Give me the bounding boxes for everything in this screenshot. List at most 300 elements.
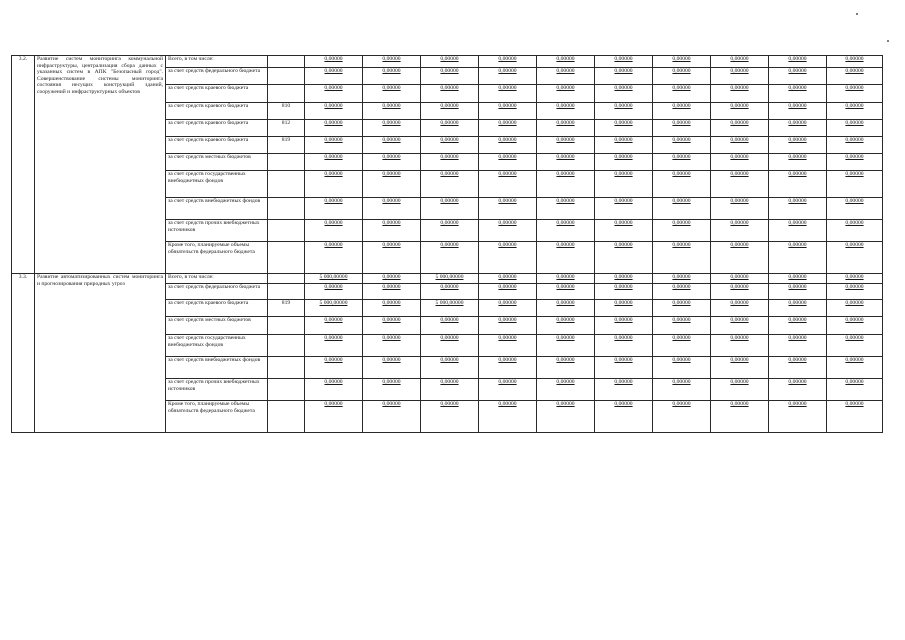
amount-value: 0,00000 <box>788 171 807 177</box>
amount-cell <box>595 171 653 198</box>
amount-value: 0,00000 <box>440 171 459 177</box>
amount-value: 0,00000 <box>556 357 575 363</box>
budget-code <box>268 401 305 433</box>
amount-value: 0,00000 <box>730 379 749 385</box>
amount-value: 0,00000 <box>382 317 401 323</box>
amount-value: 0,00000 <box>440 317 459 323</box>
amount-value: 0,00000 <box>498 56 517 62</box>
amount-cell <box>421 85 479 103</box>
amount-value: 0,00000 <box>614 85 633 91</box>
amount-cell <box>595 300 653 317</box>
amount-value: 0,00000 <box>556 171 575 177</box>
amount-value: 0,00000 <box>730 274 749 280</box>
amount-cell <box>827 120 883 137</box>
amount-value: 0,00000 <box>324 242 343 248</box>
amount-value: 0,00000 <box>324 284 343 290</box>
amount-value: 0,00000 <box>382 284 401 290</box>
amount-cell <box>363 171 421 198</box>
amount-cell <box>595 379 653 401</box>
amount-value: 0,00000 <box>845 335 864 341</box>
amount-value: 0,00000 <box>614 68 633 74</box>
amount-value: 0,00000 <box>672 103 691 109</box>
amount-value: 0,00000 <box>614 56 633 62</box>
amount-cell <box>769 85 827 103</box>
amount-cell <box>363 56 421 68</box>
amount-value: 0,00000 <box>382 56 401 62</box>
amount-value: 0,00000 <box>440 401 459 407</box>
amount-value: 0,00000 <box>556 274 575 280</box>
amount-cell <box>537 274 595 284</box>
amount-cell <box>769 137 827 154</box>
amount-value: 0,00000 <box>788 120 807 126</box>
amount-value: 5 000,00000 <box>319 274 348 280</box>
funding-source: Кроме того, планируемые объемы обязательств федерального бюджета <box>166 401 268 433</box>
amount-value: 0,00000 <box>324 317 343 323</box>
amount-cell <box>711 379 769 401</box>
amount-value: 0,00000 <box>556 317 575 323</box>
amount-cell <box>479 103 537 120</box>
amount-value: 0,00000 <box>730 198 749 204</box>
amount-cell <box>363 401 421 433</box>
amount-cell <box>537 56 595 68</box>
amount-cell <box>537 220 595 242</box>
amount-cell <box>479 56 537 68</box>
amount-cell <box>537 103 595 120</box>
amount-cell <box>537 68 595 85</box>
budget-code <box>268 85 305 103</box>
amount-cell <box>421 335 479 357</box>
budget-code: 812 <box>268 120 305 137</box>
amount-cell <box>537 120 595 137</box>
amount-cell <box>421 103 479 120</box>
amount-value: 0,00000 <box>788 274 807 280</box>
amount-cell <box>711 335 769 357</box>
funding-source: за счет средств местных бюджетов <box>166 154 268 171</box>
amount-value: 0,00000 <box>614 284 633 290</box>
amount-value: 0,00000 <box>382 401 401 407</box>
amount-value: 0,00000 <box>845 120 864 126</box>
amount-value: 0,00000 <box>788 379 807 385</box>
amount-cell <box>305 56 363 68</box>
amount-cell <box>595 357 653 379</box>
amount-cell <box>827 103 883 120</box>
amount-value: 0,00000 <box>614 171 633 177</box>
amount-value: 0,00000 <box>845 357 864 363</box>
amount-cell <box>421 171 479 198</box>
amount-value: 0,00000 <box>788 335 807 341</box>
amount-cell <box>769 120 827 137</box>
amount-cell <box>827 220 883 242</box>
budget-code <box>268 198 305 220</box>
budget-code <box>268 317 305 335</box>
amount-cell <box>479 68 537 85</box>
amount-value: 0,00000 <box>845 220 864 226</box>
amount-value: 0,00000 <box>498 171 517 177</box>
amount-value: 0,00000 <box>672 274 691 280</box>
section-number: 3.2. <box>12 56 35 274</box>
amount-cell <box>711 171 769 198</box>
amount-value: 0,00000 <box>845 284 864 290</box>
funding-source: за счет средств внебюджетных фондов <box>166 198 268 220</box>
amount-value: 0,00000 <box>382 335 401 341</box>
amount-cell <box>653 220 711 242</box>
amount-cell <box>363 300 421 317</box>
amount-value: 0,00000 <box>845 103 864 109</box>
amount-value: 0,00000 <box>614 120 633 126</box>
amount-cell <box>711 317 769 335</box>
amount-cell <box>653 242 711 274</box>
amount-cell <box>827 401 883 433</box>
amount-cell <box>479 300 537 317</box>
amount-cell <box>827 317 883 335</box>
amount-cell <box>711 242 769 274</box>
amount-cell <box>711 68 769 85</box>
amount-cell <box>421 68 479 85</box>
budget-code <box>268 154 305 171</box>
budget-code <box>268 357 305 379</box>
amount-value: 0,00000 <box>845 401 864 407</box>
amount-value: 0,00000 <box>845 379 864 385</box>
amount-cell <box>595 154 653 171</box>
amount-value: 0,00000 <box>498 198 517 204</box>
amount-value: 0,00000 <box>672 120 691 126</box>
amount-value: 0,00000 <box>614 103 633 109</box>
amount-cell <box>363 274 421 284</box>
amount-cell <box>363 137 421 154</box>
amount-value: 0,00000 <box>440 56 459 62</box>
amount-cell <box>769 220 827 242</box>
amount-cell <box>769 171 827 198</box>
amount-cell <box>653 137 711 154</box>
amount-cell <box>537 85 595 103</box>
amount-value: 0,00000 <box>788 401 807 407</box>
amount-cell <box>363 242 421 274</box>
amount-value: 0,00000 <box>556 220 575 226</box>
amount-value: 0,00000 <box>556 137 575 143</box>
amount-value: 0,00000 <box>614 300 633 306</box>
amount-value: 0,00000 <box>498 120 517 126</box>
amount-value: 0,00000 <box>672 56 691 62</box>
amount-value: 0,00000 <box>498 274 517 280</box>
amount-value: 0,00000 <box>498 103 517 109</box>
amount-cell <box>363 103 421 120</box>
amount-cell <box>305 171 363 198</box>
amount-value: 0,00000 <box>382 220 401 226</box>
amount-value: 0,00000 <box>672 68 691 74</box>
amount-cell <box>537 317 595 335</box>
amount-cell <box>421 274 479 284</box>
amount-value: 0,00000 <box>614 220 633 226</box>
amount-value: 0,00000 <box>556 56 575 62</box>
amount-cell <box>595 56 653 68</box>
funding-source: за счет средств краевого бюджета <box>166 103 268 120</box>
funding-source: за счет средств краевого бюджета <box>166 85 268 103</box>
amount-cell <box>421 198 479 220</box>
amount-cell <box>537 198 595 220</box>
amount-value: 0,00000 <box>382 154 401 160</box>
amount-value: 0,00000 <box>440 284 459 290</box>
amount-cell <box>827 335 883 357</box>
amount-value: 0,00000 <box>672 401 691 407</box>
amount-cell <box>305 103 363 120</box>
amount-value: 5 000,00000 <box>435 274 464 280</box>
budget-code <box>268 335 305 357</box>
amount-value: 0,00000 <box>614 335 633 341</box>
amount-cell <box>769 274 827 284</box>
amount-cell <box>827 56 883 68</box>
funding-source: за счет средств внебюджетных фондов <box>166 357 268 379</box>
amount-value: 0,00000 <box>382 274 401 280</box>
amount-cell <box>769 357 827 379</box>
amount-cell <box>537 154 595 171</box>
amount-cell <box>595 317 653 335</box>
amount-cell <box>711 274 769 284</box>
amount-value: 0,00000 <box>730 171 749 177</box>
amount-cell <box>769 335 827 357</box>
amount-cell <box>479 220 537 242</box>
amount-value: 0,00000 <box>788 220 807 226</box>
budget-code <box>268 171 305 198</box>
amount-value: 0,00000 <box>845 154 864 160</box>
amount-value: 0,00000 <box>614 198 633 204</box>
amount-cell <box>305 220 363 242</box>
activity-name: Развитие систем мониторинга коммунальной инфраструктуры, централизация сбора данных с указанных систем в АПК "Безопасный город". Совершенствование системы мониторинга состояния несущих конструкций зданий, сооружений и инфраструктурных объектов <box>35 56 166 274</box>
amount-value: 0,00000 <box>730 300 749 306</box>
amount-value: 0,00000 <box>788 242 807 248</box>
amount-value: 0,00000 <box>788 317 807 323</box>
amount-cell <box>305 120 363 137</box>
amount-value: 0,00000 <box>498 317 517 323</box>
amount-cell <box>827 284 883 300</box>
amount-cell <box>595 85 653 103</box>
amount-cell <box>537 357 595 379</box>
amount-cell <box>421 137 479 154</box>
amount-cell <box>653 401 711 433</box>
amount-cell <box>769 379 827 401</box>
amount-value: 0,00000 <box>556 68 575 74</box>
amount-value: 0,00000 <box>440 198 459 204</box>
amount-cell <box>769 242 827 274</box>
amount-cell <box>305 401 363 433</box>
amount-cell <box>653 335 711 357</box>
amount-cell <box>827 242 883 274</box>
amount-cell <box>305 85 363 103</box>
budget-code: 819 <box>268 300 305 317</box>
amount-cell <box>479 242 537 274</box>
amount-value: 0,00000 <box>440 379 459 385</box>
activity-name: Развитие автоматизированных систем мониторинга и прогнозирования природных угроз <box>35 274 166 433</box>
amount-value: 0,00000 <box>382 198 401 204</box>
amount-value: 0,00000 <box>324 401 343 407</box>
amount-cell <box>363 357 421 379</box>
amount-value: 0,00000 <box>498 335 517 341</box>
amount-cell <box>363 154 421 171</box>
amount-cell <box>653 317 711 335</box>
amount-cell <box>421 284 479 300</box>
amount-cell <box>421 357 479 379</box>
budget-code: 819 <box>268 137 305 154</box>
amount-cell <box>595 103 653 120</box>
amount-cell <box>421 120 479 137</box>
amount-value: 0,00000 <box>788 357 807 363</box>
amount-cell <box>421 317 479 335</box>
amount-cell <box>769 56 827 68</box>
amount-cell <box>595 274 653 284</box>
amount-value: 0,00000 <box>672 198 691 204</box>
amount-cell <box>479 284 537 300</box>
amount-value: 0,00000 <box>382 137 401 143</box>
amount-cell <box>537 137 595 154</box>
amount-value: 0,00000 <box>324 379 343 385</box>
amount-value: 0,00000 <box>382 357 401 363</box>
budget-code <box>268 220 305 242</box>
amount-value: 0,00000 <box>788 56 807 62</box>
amount-value: 0,00000 <box>440 357 459 363</box>
funding-source: за счет средств местных бюджетов <box>166 317 268 335</box>
amount-cell <box>305 154 363 171</box>
amount-cell <box>711 284 769 300</box>
amount-value: 0,00000 <box>845 171 864 177</box>
amount-value: 0,00000 <box>788 103 807 109</box>
amount-cell <box>769 198 827 220</box>
amount-cell <box>479 171 537 198</box>
budget-code <box>268 274 305 284</box>
funding-source: за счет средств краевого бюджета <box>166 300 268 317</box>
amount-cell <box>653 85 711 103</box>
amount-value: 0,00000 <box>730 357 749 363</box>
amount-value: 0,00000 <box>382 300 401 306</box>
amount-value: 0,00000 <box>730 120 749 126</box>
amount-value: 0,00000 <box>788 198 807 204</box>
amount-value: 0,00000 <box>730 137 749 143</box>
amount-value: 0,00000 <box>730 335 749 341</box>
budget-code <box>268 68 305 85</box>
amount-value: 0,00000 <box>324 171 343 177</box>
amount-value: 0,00000 <box>672 220 691 226</box>
amount-value: 0,00000 <box>440 137 459 143</box>
funding-source: за счет средств краевого бюджета <box>166 137 268 154</box>
amount-cell <box>827 154 883 171</box>
amount-value: 0,00000 <box>672 137 691 143</box>
amount-cell <box>711 103 769 120</box>
amount-value: 0,00000 <box>440 68 459 74</box>
amount-value: 0,00000 <box>614 242 633 248</box>
amount-value: 0,00000 <box>556 335 575 341</box>
amount-value: 0,00000 <box>730 56 749 62</box>
amount-value: 0,00000 <box>672 300 691 306</box>
amount-cell <box>305 335 363 357</box>
scan-speck <box>887 40 889 42</box>
amount-value: 0,00000 <box>845 274 864 280</box>
amount-cell <box>653 171 711 198</box>
amount-cell <box>479 137 537 154</box>
amount-cell <box>827 85 883 103</box>
amount-value: 0,00000 <box>498 85 517 91</box>
amount-value: 0,00000 <box>498 401 517 407</box>
amount-value: 0,00000 <box>672 284 691 290</box>
amount-cell <box>653 357 711 379</box>
amount-value: 0,00000 <box>672 357 691 363</box>
budget-code <box>268 379 305 401</box>
amount-cell <box>711 120 769 137</box>
amount-cell <box>305 137 363 154</box>
amount-value: 0,00000 <box>672 335 691 341</box>
amount-cell <box>595 137 653 154</box>
amount-value: 0,00000 <box>324 335 343 341</box>
amount-value: 0,00000 <box>324 85 343 91</box>
amount-cell <box>479 120 537 137</box>
amount-value: 0,00000 <box>556 284 575 290</box>
amount-value: 0,00000 <box>730 85 749 91</box>
amount-value: 0,00000 <box>672 317 691 323</box>
amount-value: 0,00000 <box>672 85 691 91</box>
budget-code: 810 <box>268 103 305 120</box>
amount-cell <box>653 68 711 85</box>
amount-cell <box>827 171 883 198</box>
amount-value: 0,00000 <box>788 300 807 306</box>
amount-value: 0,00000 <box>845 56 864 62</box>
amount-cell <box>711 220 769 242</box>
amount-value: 0,00000 <box>556 242 575 248</box>
amount-cell <box>595 401 653 433</box>
amount-value: 0,00000 <box>498 242 517 248</box>
amount-cell <box>595 284 653 300</box>
amount-cell <box>711 198 769 220</box>
amount-value: 0,00000 <box>382 379 401 385</box>
amount-value: 0,00000 <box>788 154 807 160</box>
amount-value: 0,00000 <box>440 242 459 248</box>
amount-cell <box>421 56 479 68</box>
amount-cell <box>769 284 827 300</box>
amount-value: 0,00000 <box>730 317 749 323</box>
amount-cell <box>769 103 827 120</box>
funding-source: за счет средств краевого бюджета <box>166 120 268 137</box>
amount-cell <box>305 317 363 335</box>
amount-cell <box>711 56 769 68</box>
amount-cell <box>827 379 883 401</box>
amount-value: 0,00000 <box>672 171 691 177</box>
amount-cell <box>305 379 363 401</box>
funding-source: за счет средств государственных внебюджетных фондов <box>166 171 268 198</box>
amount-cell <box>537 335 595 357</box>
amount-cell <box>769 154 827 171</box>
amount-cell <box>363 198 421 220</box>
amount-value: 0,00000 <box>498 300 517 306</box>
funding-source: за счет средств государственных внебюджетных фондов <box>166 335 268 357</box>
amount-value: 0,00000 <box>845 137 864 143</box>
amount-cell <box>711 154 769 171</box>
amount-cell <box>537 284 595 300</box>
amount-value: 0,00000 <box>845 242 864 248</box>
amount-value: 0,00000 <box>556 85 575 91</box>
amount-cell <box>479 401 537 433</box>
amount-value: 0,00000 <box>498 379 517 385</box>
amount-value: 0,00000 <box>382 85 401 91</box>
amount-cell <box>769 401 827 433</box>
amount-value: 0,00000 <box>440 120 459 126</box>
amount-value: 0,00000 <box>324 220 343 226</box>
amount-cell <box>769 300 827 317</box>
amount-cell <box>711 357 769 379</box>
amount-value: 0,00000 <box>498 154 517 160</box>
amount-cell <box>363 85 421 103</box>
amount-value: 0,00000 <box>324 357 343 363</box>
amount-cell <box>827 68 883 85</box>
amount-value: 0,00000 <box>382 242 401 248</box>
amount-cell <box>421 220 479 242</box>
amount-cell <box>595 120 653 137</box>
amount-cell <box>711 137 769 154</box>
